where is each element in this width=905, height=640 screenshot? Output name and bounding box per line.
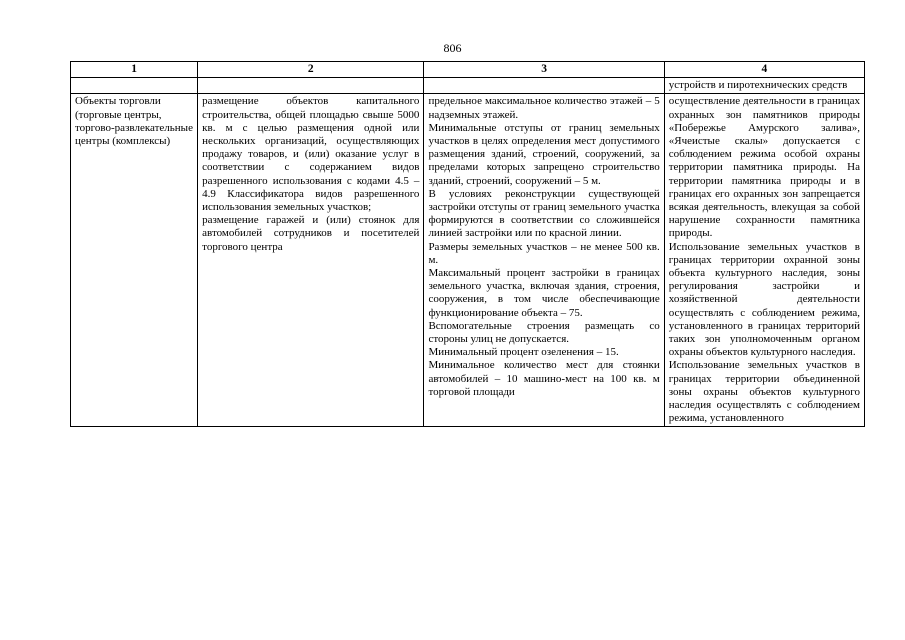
permitted-use-cell (198, 94, 424, 427)
parameter-para: Минимальные отступы от границ земельных участков в целях определения мест допустимого размещения зданий, строений, сооружений, за пределами которых запрещено строительство зданий, строений, сооружений – 5 м. (428, 121, 660, 187)
table-cell (424, 78, 664, 94)
table-cell (71, 78, 198, 94)
restriction-para: Использование земельных участков в границах территории объединенной зоны охраны объектов культурного наследия осуществлять с соблюдением режима, установленного (668, 359, 860, 425)
column-header-1: 1 (71, 62, 198, 78)
table-header-row (71, 62, 865, 78)
restriction-para: осуществление деятельности в границах охранных зон памятников природы «Побережье Амурского залива», «Ячеистые скалы» допускается с соблюдением режима особой охраны территории памятника природы. На территории памятника природы и в границах его охранных зон запрещается всякая деятельность, влекущая за собой нарушение сохранности памятника природы. (668, 95, 860, 240)
object-type-text: Объекты торговли (торговые центры, торгово-развлекательные центры (комплексы) (75, 95, 193, 148)
parameter-para: предельное максимальное количество этажей – 5 надземных этажей. (428, 95, 660, 121)
regulations-table (70, 61, 865, 427)
table-row-continued (71, 78, 865, 94)
column-header-4: 4 (664, 62, 864, 78)
parameter-para: Минимальное количество мест для стоянки автомобилей – 10 машино-мест на 100 кв. м торговой площади (428, 359, 660, 398)
restriction-para: Использование земельных участков в границах территории охранной зоны объекта культурного наследия, зоны регулирования застройки и хозяйственной деятельности осуществлять с соблюдением режима, установленного в границах территорий таких зон уполномоченным органом охраны объектов культурного наследия. (668, 240, 860, 359)
permitted-use-para: размещение гаражей и (или) стоянок для автомобилей сотрудников и посетителей торгового центра (202, 214, 420, 253)
parameter-para: Размеры земельных участков – не менее 500 кв. м. (428, 240, 660, 266)
restrictions-cell (664, 94, 864, 427)
permitted-use-para: размещение объектов капитального строительства, общей площадью свыше 5000 кв. м с целью размещения одной или нескольких организаций, осуществляющих продажу товаров, и (или) оказание услуг в соответствии с содержанием видов разрешенного использования с кодами 4.5 – 4.9 Классификатора видов разрешенного использования земельных участков; (202, 95, 420, 214)
column-header-3: 3 (424, 62, 664, 78)
parameter-para: В условиях реконструкции существующей застройки отступы от границ земельного участка формируются в соответствии со сложившейся линией застройки или по красной линии. (428, 187, 660, 240)
limit-parameters-cell (424, 94, 664, 427)
continued-text: устройств и пиротехнических средств (668, 79, 848, 92)
parameter-para: Минимальный процент озеленения – 15. (428, 346, 619, 359)
object-type-cell (71, 94, 198, 427)
table-row (71, 94, 865, 427)
column-header-2: 2 (198, 62, 424, 78)
table-cell (664, 78, 864, 94)
page-number: 806 (443, 41, 462, 55)
table-cell (198, 78, 424, 94)
parameter-para: Вспомогательные строения размещать со стороны улиц не допускается. (428, 319, 660, 346)
parameter-para: Максимальный процент застройки в границах земельного участка, включая здания, строения, сооружения, в том числе обеспечивающие функционирование объекта – 75. (428, 267, 660, 319)
